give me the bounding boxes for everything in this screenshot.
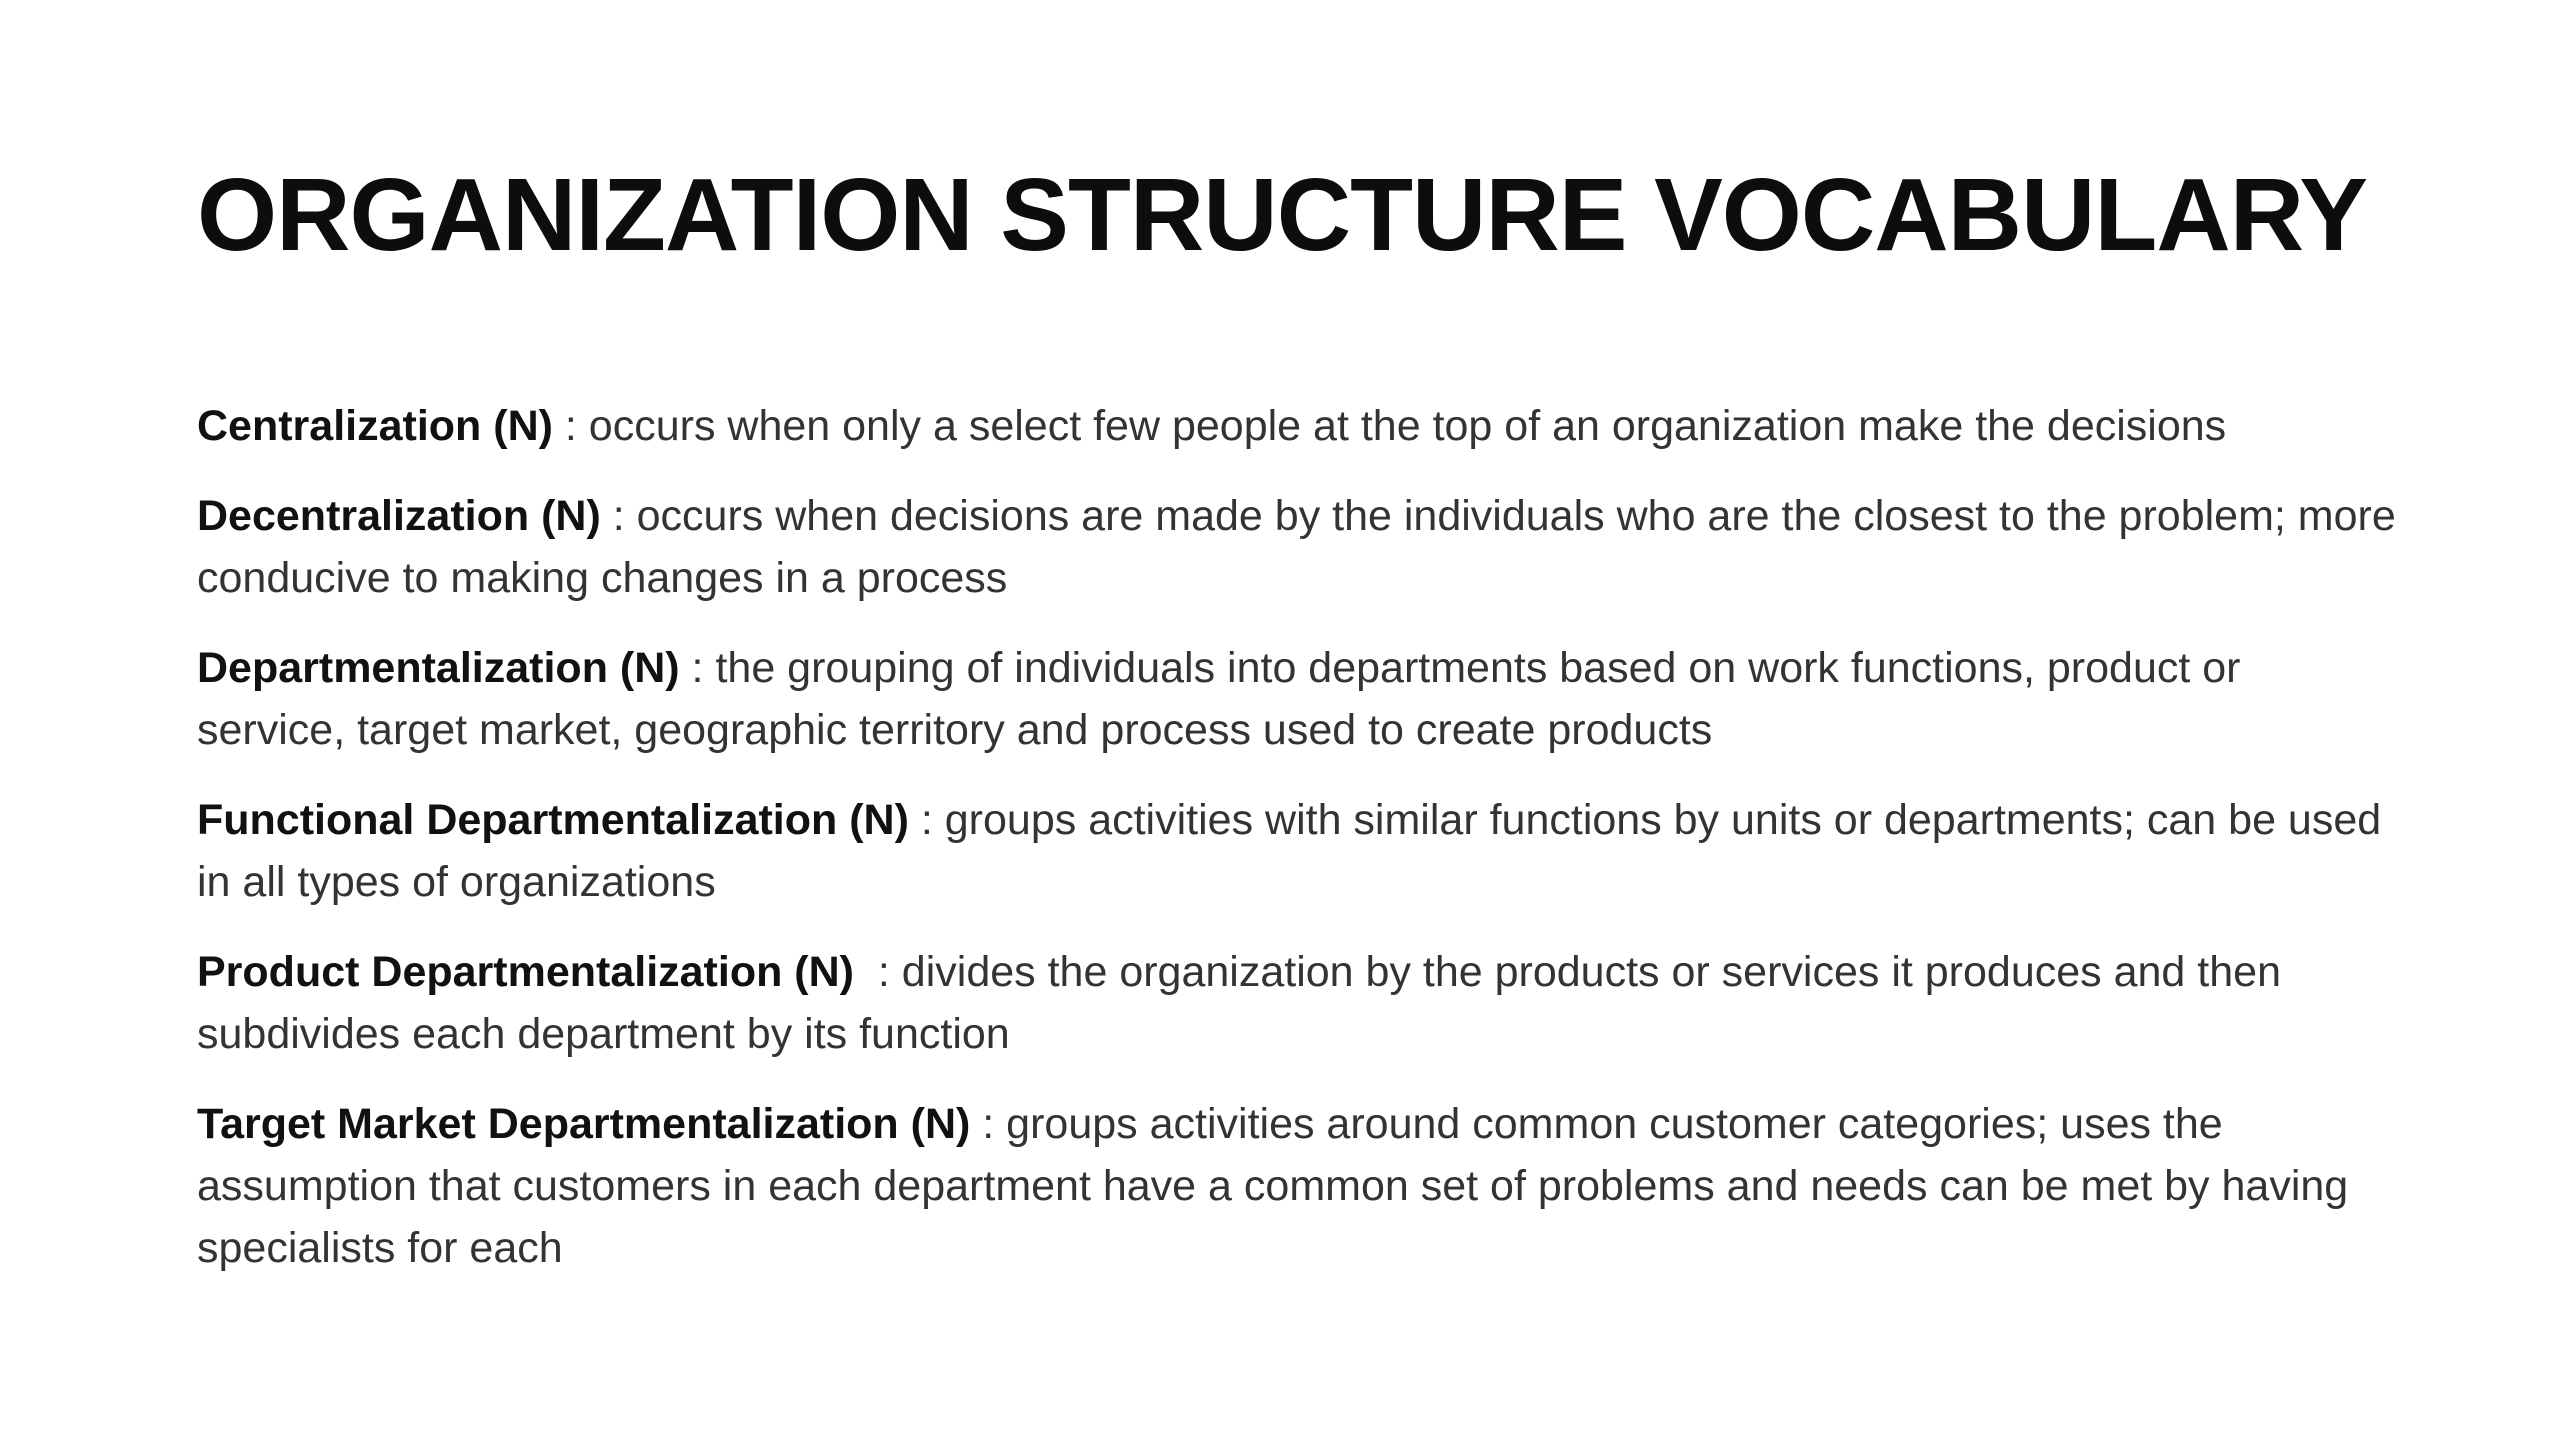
term-name: Departmentalization (N) (197, 644, 680, 692)
term-centralization (197, 395, 2397, 457)
term-definition: occurs when decisions are made by the individuals who are the closest to the problem; more conducive to making changes in a process (197, 492, 2396, 602)
term-name: Product Departmentalization (N) (197, 948, 854, 996)
term-name: Functional Departmentalization (N) (197, 796, 909, 844)
term-separator: : (908, 796, 945, 844)
term-departmentalization (197, 637, 2397, 761)
term-definition: groups activities around common customer categories; uses the assumption that customers in each department have a common set of problems and needs can be met by having specialists for each (197, 1100, 2349, 1272)
term-functional-departmentalization (197, 789, 2397, 913)
term-separator: : (970, 1100, 1007, 1148)
term-separator: : (854, 948, 902, 996)
term-target-market-departmentalization (197, 1093, 2397, 1279)
term-definition: groups activities with similar functions by units or departments; can be used in all types of organizations (197, 796, 2382, 906)
term-separator: : (552, 402, 589, 450)
term-product-departmentalization (197, 941, 2397, 1065)
term-decentralization (197, 485, 2397, 609)
slide-title: ORGANIZATION STRUCTURE VOCABULARY (197, 157, 2367, 272)
term-definition: occurs when only a select few people at the top of an organization make the decisions (588, 402, 2227, 450)
term-separator: : (679, 644, 716, 692)
term-definition: divides the organization by the products or services it produces and then subdivides each department by its function (197, 948, 2281, 1058)
term-separator: : (600, 492, 637, 540)
vocabulary-list (197, 395, 2397, 1279)
term-definition: the grouping of individuals into departments based on work functions, product or service, target market, geographic territory and process used to create products (197, 644, 2241, 754)
term-name: Decentralization (N) (197, 492, 601, 540)
term-name: Centralization (N) (197, 402, 553, 450)
term-name: Target Market Departmentalization (N) (197, 1100, 971, 1148)
